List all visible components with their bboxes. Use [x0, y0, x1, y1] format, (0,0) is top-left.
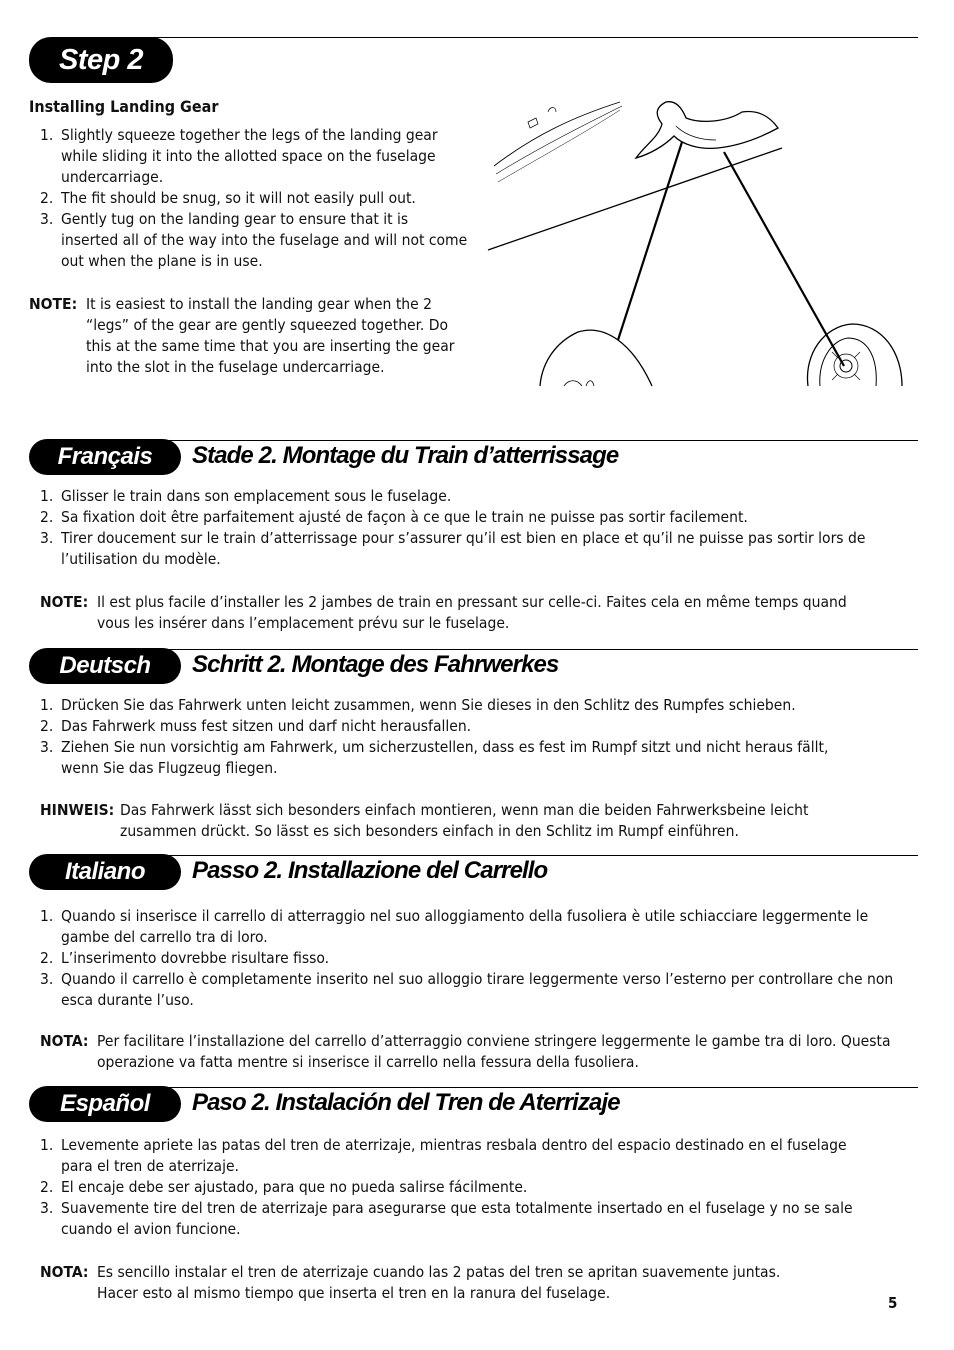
note-text: Das Fahrwerk lässt sich besonders einfach montieren, wenn man die beiden Fahrwerksbeine leicht zusammen drückt. So lässt es sich besonders einfach in den Schlitz im Rumpf einführen.	[120, 801, 809, 840]
note-label: NOTA:	[40, 1263, 89, 1281]
espanol-list	[29, 1135, 879, 1240]
list-item: 3. Tirer doucement sur le train d’atterrissage pour s’assurer qu’il est bien en place et qu’il ne puisse pas sortir lors de l’utilisation du modèle.	[40, 529, 866, 568]
list-item: 2. The fit should be snug, so it will not easily pull out.	[40, 189, 416, 207]
espanol-title: Paso 2. Instalación del Tren de Aterrizaje	[192, 1089, 620, 1116]
italiano-note	[40, 1031, 900, 1073]
list-item-text: Glisser le train dans son emplacement sous le fuselage.	[61, 487, 452, 505]
deutsch-list	[29, 695, 869, 779]
list-item: 2. El encaje debe ser ajustado, para que no pueda salirse fácilmente.	[40, 1178, 528, 1196]
step-badge: Step 2	[29, 37, 173, 83]
step-top-rule	[150, 37, 918, 38]
list-item-text: Sa fixation doit être parfaitement ajusté de façon à ce que le train ne puisse pas sortir facilement.	[61, 508, 748, 526]
note-text: Per facilitare l’installazione del carrello d’atterraggio conviene stringere leggermente le gambe tra di loro. Questa operazione va fatta mentre si inserisce il carrello nella fessura della fusoliera.	[97, 1032, 891, 1071]
step-subheading: Installing Landing Gear	[29, 97, 219, 116]
list-item-text: El encaje debe ser ajustado, para que no pueda salirse fácilmente.	[61, 1178, 528, 1196]
list-item-text: Drücken Sie das Fahrwerk unten leicht zusammen, wenn Sie dieses in den Schlitz des Rumpfes schieben.	[61, 696, 796, 714]
step-list	[29, 125, 469, 272]
note-label: NOTA:	[40, 1032, 89, 1050]
deutsch-badge: Deutsch	[29, 648, 181, 684]
list-item-text: Quando si inserisce il carrello di atterraggio nel suo alloggiamento della fusoliera è utile schiacciare leggermente le gambe del carrello tra di loro.	[61, 907, 869, 946]
note-text: Il est plus facile d’installer les 2 jambes de train en pressant sur celle-ci. Faites cela en même temps quand vous les insérer dans l’emplacement prévu sur le fuselage.	[97, 593, 847, 632]
note-text: Es sencillo instalar el tren de aterrizaje cuando las 2 patas del tren se apritan suavemente juntas. Hacer esto al mismo tiempo que inserta el tren en la ranura del fuselage.	[97, 1263, 781, 1302]
note-text: It is easiest to install the landing gear when the 2 “legs” of the gear are gently squeezed together. Do this at the same time that you are inserting the gear into the slot in the fuselage undercarriage.	[86, 295, 455, 376]
list-item-text: Quando il carrello è completamente inserito nel suo alloggio tirare leggermente verso l’esterno per controllare che non esca durante l’uso.	[61, 970, 894, 1009]
list-item: 3. Quando il carrello è completamente inserito nel suo alloggio tirare leggermente verso l’esterno per controllare che non esca durante l’uso.	[40, 970, 894, 1009]
espanol-note	[40, 1262, 800, 1304]
list-item: 2. Das Fahrwerk muss fest sitzen und darf nicht herausfallen.	[40, 717, 472, 735]
deutsch-note	[40, 800, 870, 842]
list-item: 2. L’inserimento dovrebbe risultare fisso.	[40, 949, 330, 967]
italiano-title: Passo 2. Installazione del Carrello	[192, 857, 548, 884]
list-item: 1. Levemente apriete las patas del tren de aterrizaje, mientras resbala dentro del espacio destinado en el fuselage para el tren de aterrizaje.	[40, 1136, 847, 1175]
list-item-text: Levemente apriete las patas del tren de aterrizaje, mientras resbala dentro del espacio destinado en el fuselage para el tren de aterrizaje.	[61, 1136, 847, 1175]
italiano-list	[29, 906, 899, 1011]
list-item-text: L’inserimento dovrebbe risultare fisso.	[61, 949, 330, 967]
italiano-badge: Italiano	[29, 854, 181, 890]
note-label: NOTE:	[29, 295, 78, 313]
list-item-text: Suavemente tire del tren de aterrizaje para asegurarse que esta totalmente insertado en el fuselage y no se sale cuando el avion funcione.	[61, 1199, 853, 1238]
francais-badge: Français	[29, 439, 181, 475]
espanol-rule	[150, 1087, 918, 1088]
list-item: 1. Quando si inserisce il carrello di atterraggio nel suo alloggiamento della fusoliera è utile schiacciare leggermente le gambe del carrello tra di loro.	[40, 907, 869, 946]
list-item-text: Slightly squeeze together the legs of the landing gear while sliding it into the allotted space on the fuselage undercarriage.	[61, 126, 438, 186]
list-item-text: Gently tug on the landing gear to ensure that it is inserted all of the way into the fuselage and will not come out when the plane is in use.	[61, 210, 468, 270]
italiano-rule	[150, 855, 918, 856]
espanol-badge: Español	[29, 1086, 181, 1122]
landing-gear-illustration	[486, 96, 906, 388]
list-item-text: Ziehen Sie nun vorsichtig am Fahrwerk, um sicherzustellen, dass es fest im Rumpf sitzt und nicht heraus fällt, wenn Sie das Flugzeug fliegen.	[61, 738, 829, 777]
list-item: 1. Glisser le train dans son emplacement sous le fuselage.	[40, 487, 452, 505]
list-item-text: Das Fahrwerk muss fest sitzen und darf nicht herausfallen.	[61, 717, 472, 735]
list-item: 2. Sa fixation doit être parfaitement ajusté de façon à ce que le train ne puisse pas sortir facilement.	[40, 508, 748, 526]
note-label: NOTE:	[40, 593, 89, 611]
deutsch-rule	[150, 649, 918, 650]
list-item: 3. Gently tug on the landing gear to ensure that it is inserted all of the way into the fuselage and will not come out when the plane is in use.	[40, 210, 468, 270]
page-number: 5	[888, 1294, 898, 1312]
step-note	[29, 294, 469, 378]
francais-list	[29, 486, 869, 570]
deutsch-title: Schritt 2. Montage des Fahrwerkes	[192, 651, 559, 678]
list-item: 3. Suavemente tire del tren de aterrizaje para asegurarse que esta totalmente insertado en el fuselage y no se sale cuando el avion funcione.	[40, 1199, 853, 1238]
list-item: 1. Drücken Sie das Fahrwerk unten leicht zusammen, wenn Sie dieses in den Schlitz des Rumpfes schieben.	[40, 696, 796, 714]
francais-rule	[150, 440, 918, 441]
list-item: 3. Ziehen Sie nun vorsichtig am Fahrwerk, um sicherzustellen, dass es fest im Rumpf sitzt und nicht heraus fällt, wenn Sie das Flugzeug fliegen.	[40, 738, 829, 777]
francais-title: Stade 2. Montage du Train d’atterrissage	[192, 442, 619, 469]
note-label: HINWEIS:	[40, 801, 115, 819]
list-item: 1. Slightly squeeze together the legs of the landing gear while sliding it into the allotted space on the fuselage undercarriage.	[40, 126, 438, 186]
francais-note	[40, 592, 870, 634]
list-item-text: Tirer doucement sur le train d’atterrissage pour s’assurer qu’il est bien en place et qu’il ne puisse pas sortir lors de l’utilisation du modèle.	[61, 529, 866, 568]
list-item-text: The fit should be snug, so it will not easily pull out.	[61, 189, 416, 207]
